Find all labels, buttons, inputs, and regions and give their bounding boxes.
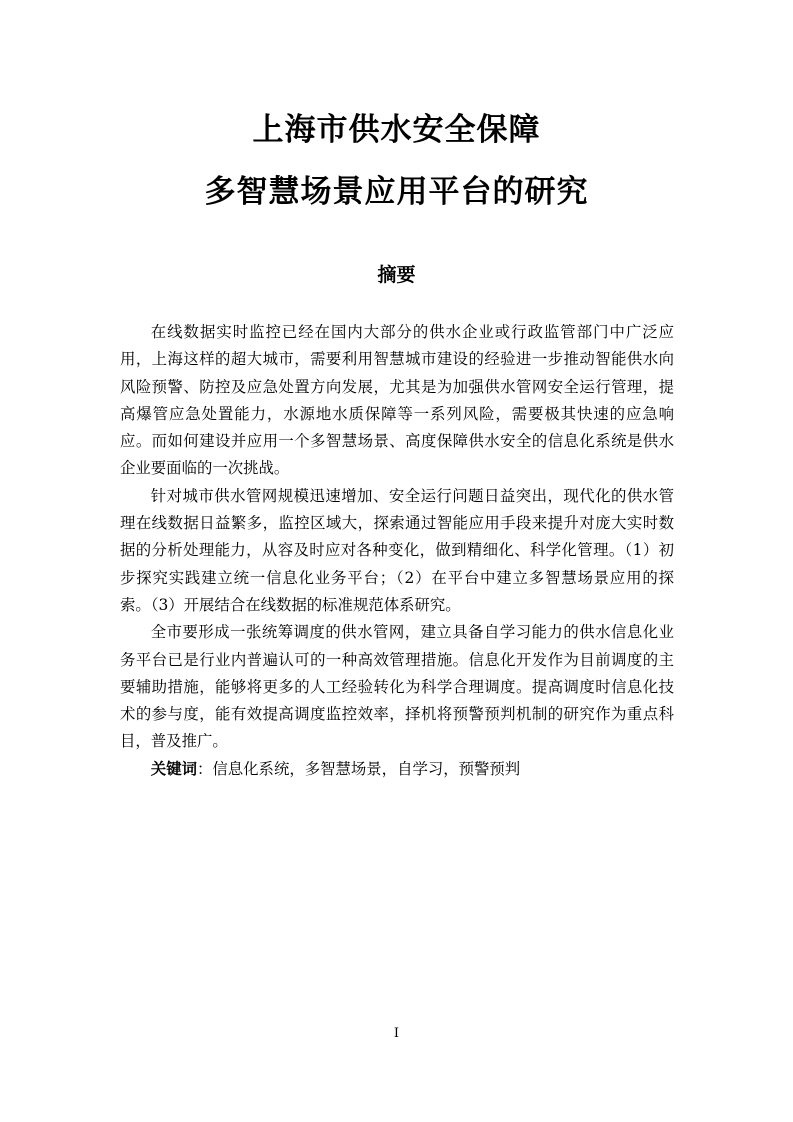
abstract-paragraph-3: 全市要形成一张统筹调度的供水管网，建立具备自学习能力的供水信息化业务平台已是行业内普遍认可的一种高效管理措施。信息化开发作为目前调度的主要辅助措施，能够将更多的人工经验转化为科学合理调度。提高调度时信息化技术的参与度，能有效提高调度监控效率，择机将预警预判机制的研究作为重点科目，普及推广。: [120, 623, 674, 751]
abstract-paragraph-2: 针对城市供水管网规模迅速增加、安全运行问题日益突出，现代化的供水管理在线数据日益繁多，监控区域大，探索通过智能应用手段来提升对庞大实时数据的分析处理能力，从容及时应对各种变化，做到精细化、科学化管理。（1）初步探究实践建立统一信息化业务平台；（2）在平台中建立多智慧场景应用的探索。（3）开展结合在线数据的标准规范体系研究。: [120, 486, 674, 614]
paper-title-line-1: 上海市供水安全保障: [252, 112, 541, 148]
keywords-text: ：信息化系统，多智慧场景，自学习，预警预判: [196, 759, 521, 778]
page-number: I: [393, 1026, 400, 1041]
keywords-line: [120, 756, 674, 783]
keywords-label: 关键词: [150, 759, 197, 778]
paper-title-line-2: 多智慧场景应用平台的研究: [204, 174, 589, 210]
abstract-paragraph-1: 在线数据实时监控已经在国内大部分的供水企业或行政监管部门中广泛应用，上海这样的超大城市，需要利用智慧城市建设的经验进一步推动智能供水向风险预警、防控及应急处置方向发展，尤其是为加强供水管网安全运行管理，提高爆管应急处置能力，水源地水质保障等一系列风险，需要极其快速的应急响应。而如何建设并应用一个多智慧场景、高度保障供水安全的信息化系统是供水企业要面临的一次挑战。: [120, 323, 674, 478]
abstract-body: [120, 319, 674, 783]
abstract-heading: 摘要: [377, 264, 416, 286]
